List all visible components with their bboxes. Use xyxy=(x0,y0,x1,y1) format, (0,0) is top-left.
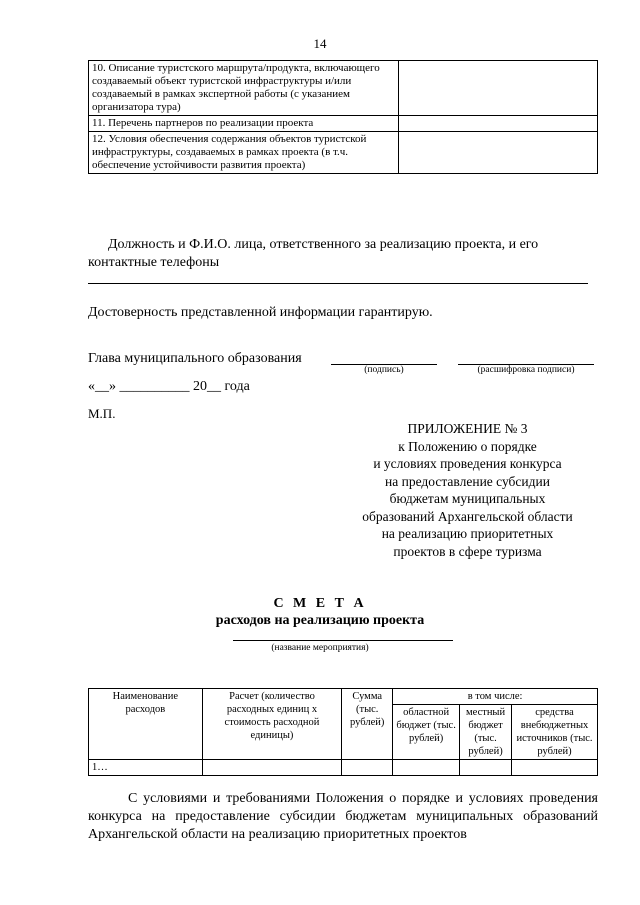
annex-line: к Положению о порядке xyxy=(398,438,537,454)
table-row xyxy=(89,132,598,174)
cell-extra xyxy=(512,760,598,776)
event-name-line xyxy=(233,640,453,641)
final-paragraph xyxy=(88,790,598,844)
header-sum: Сумма (тыс. рублей) xyxy=(342,689,393,760)
header-extra: средства внебюджетных источников (тыс. рублей) xyxy=(512,705,598,760)
table-row xyxy=(89,61,598,116)
annex-line: и условиях проведения конкурса xyxy=(373,456,562,471)
annex-line: на реализацию приоритетных xyxy=(381,526,554,541)
estimate-subtitle: расходов на реализацию проекта xyxy=(215,613,425,628)
page-number: 14 xyxy=(313,36,327,51)
cell-calc xyxy=(202,760,342,776)
event-name-caption: (название мероприятия) xyxy=(271,643,369,653)
decode-caption: (расшифровка подписи) xyxy=(477,365,575,375)
cell-name: 1… xyxy=(89,760,203,776)
estimate-title: С М Е Т А xyxy=(273,596,367,611)
row-value xyxy=(399,116,598,132)
stamp-place: М.П. xyxy=(88,406,116,421)
cell-local xyxy=(460,760,512,776)
project-info-table xyxy=(88,60,598,174)
responsible-text-line1: Должность и Ф.И.О. лица, ответственного за реализацию проекта, и его xyxy=(108,237,539,252)
annex-line: проектов в сфере туризма xyxy=(393,543,542,559)
table-row xyxy=(89,116,598,132)
header-including: в том числе: xyxy=(393,689,598,705)
annex-line: образований Архангельской области xyxy=(362,508,573,524)
cell-sum xyxy=(342,760,393,776)
row-value xyxy=(399,61,598,116)
table-header-row xyxy=(89,689,598,705)
responsible-fill-line xyxy=(88,283,588,284)
table-row xyxy=(89,760,598,776)
final-paragraph-text: С условиями и требованиями Положения о порядке и условиях проведения конкурса на предоставление субсидии бюджетам муниципальных образований Архангельской области на реализацию приоритетных проектов xyxy=(88,791,598,842)
header-regional: областной бюджет (тыс. рублей) xyxy=(393,705,460,760)
estimate-table xyxy=(88,688,598,776)
cell-regional xyxy=(393,760,460,776)
row-label: 10. Описание туристского маршрута/продукта, включающего создаваемый объект туристской инфраструктуры и/или создаваемый в рамках экспертной работы (с указанием организатора тура) xyxy=(89,61,399,116)
head-label: Глава муниципального образования xyxy=(88,351,302,366)
date-line: «__» __________ 20__ года xyxy=(88,379,250,394)
responsible-text-line2: контактные телефоны xyxy=(88,255,220,270)
annex-line: на предоставление субсидии xyxy=(385,473,550,489)
header-local: местный бюджет (тыс. рублей) xyxy=(460,705,512,760)
signature-caption: (подпись) xyxy=(364,365,404,375)
row-label: 12. Условия обеспечения содержания объектов туристской инфраструктуры, создаваемых в рамках проекта (в т.ч. обеспечение устойчивости развития проекта) xyxy=(89,132,399,174)
header-name: Наименование расходов xyxy=(89,689,203,760)
annex-header xyxy=(340,420,595,560)
annex-line: бюджетам муниципальных xyxy=(389,491,546,506)
row-value xyxy=(399,132,598,174)
annex-line: ПРИЛОЖЕНИЕ № 3 xyxy=(407,421,528,436)
header-calc: Расчет (количество расходных единиц х стоимость расходной единицы) xyxy=(202,689,342,760)
row-label: 11. Перечень партнеров по реализации проекта xyxy=(89,116,399,132)
reliability-statement: Достоверность представленной информации гарантирую. xyxy=(88,305,433,320)
